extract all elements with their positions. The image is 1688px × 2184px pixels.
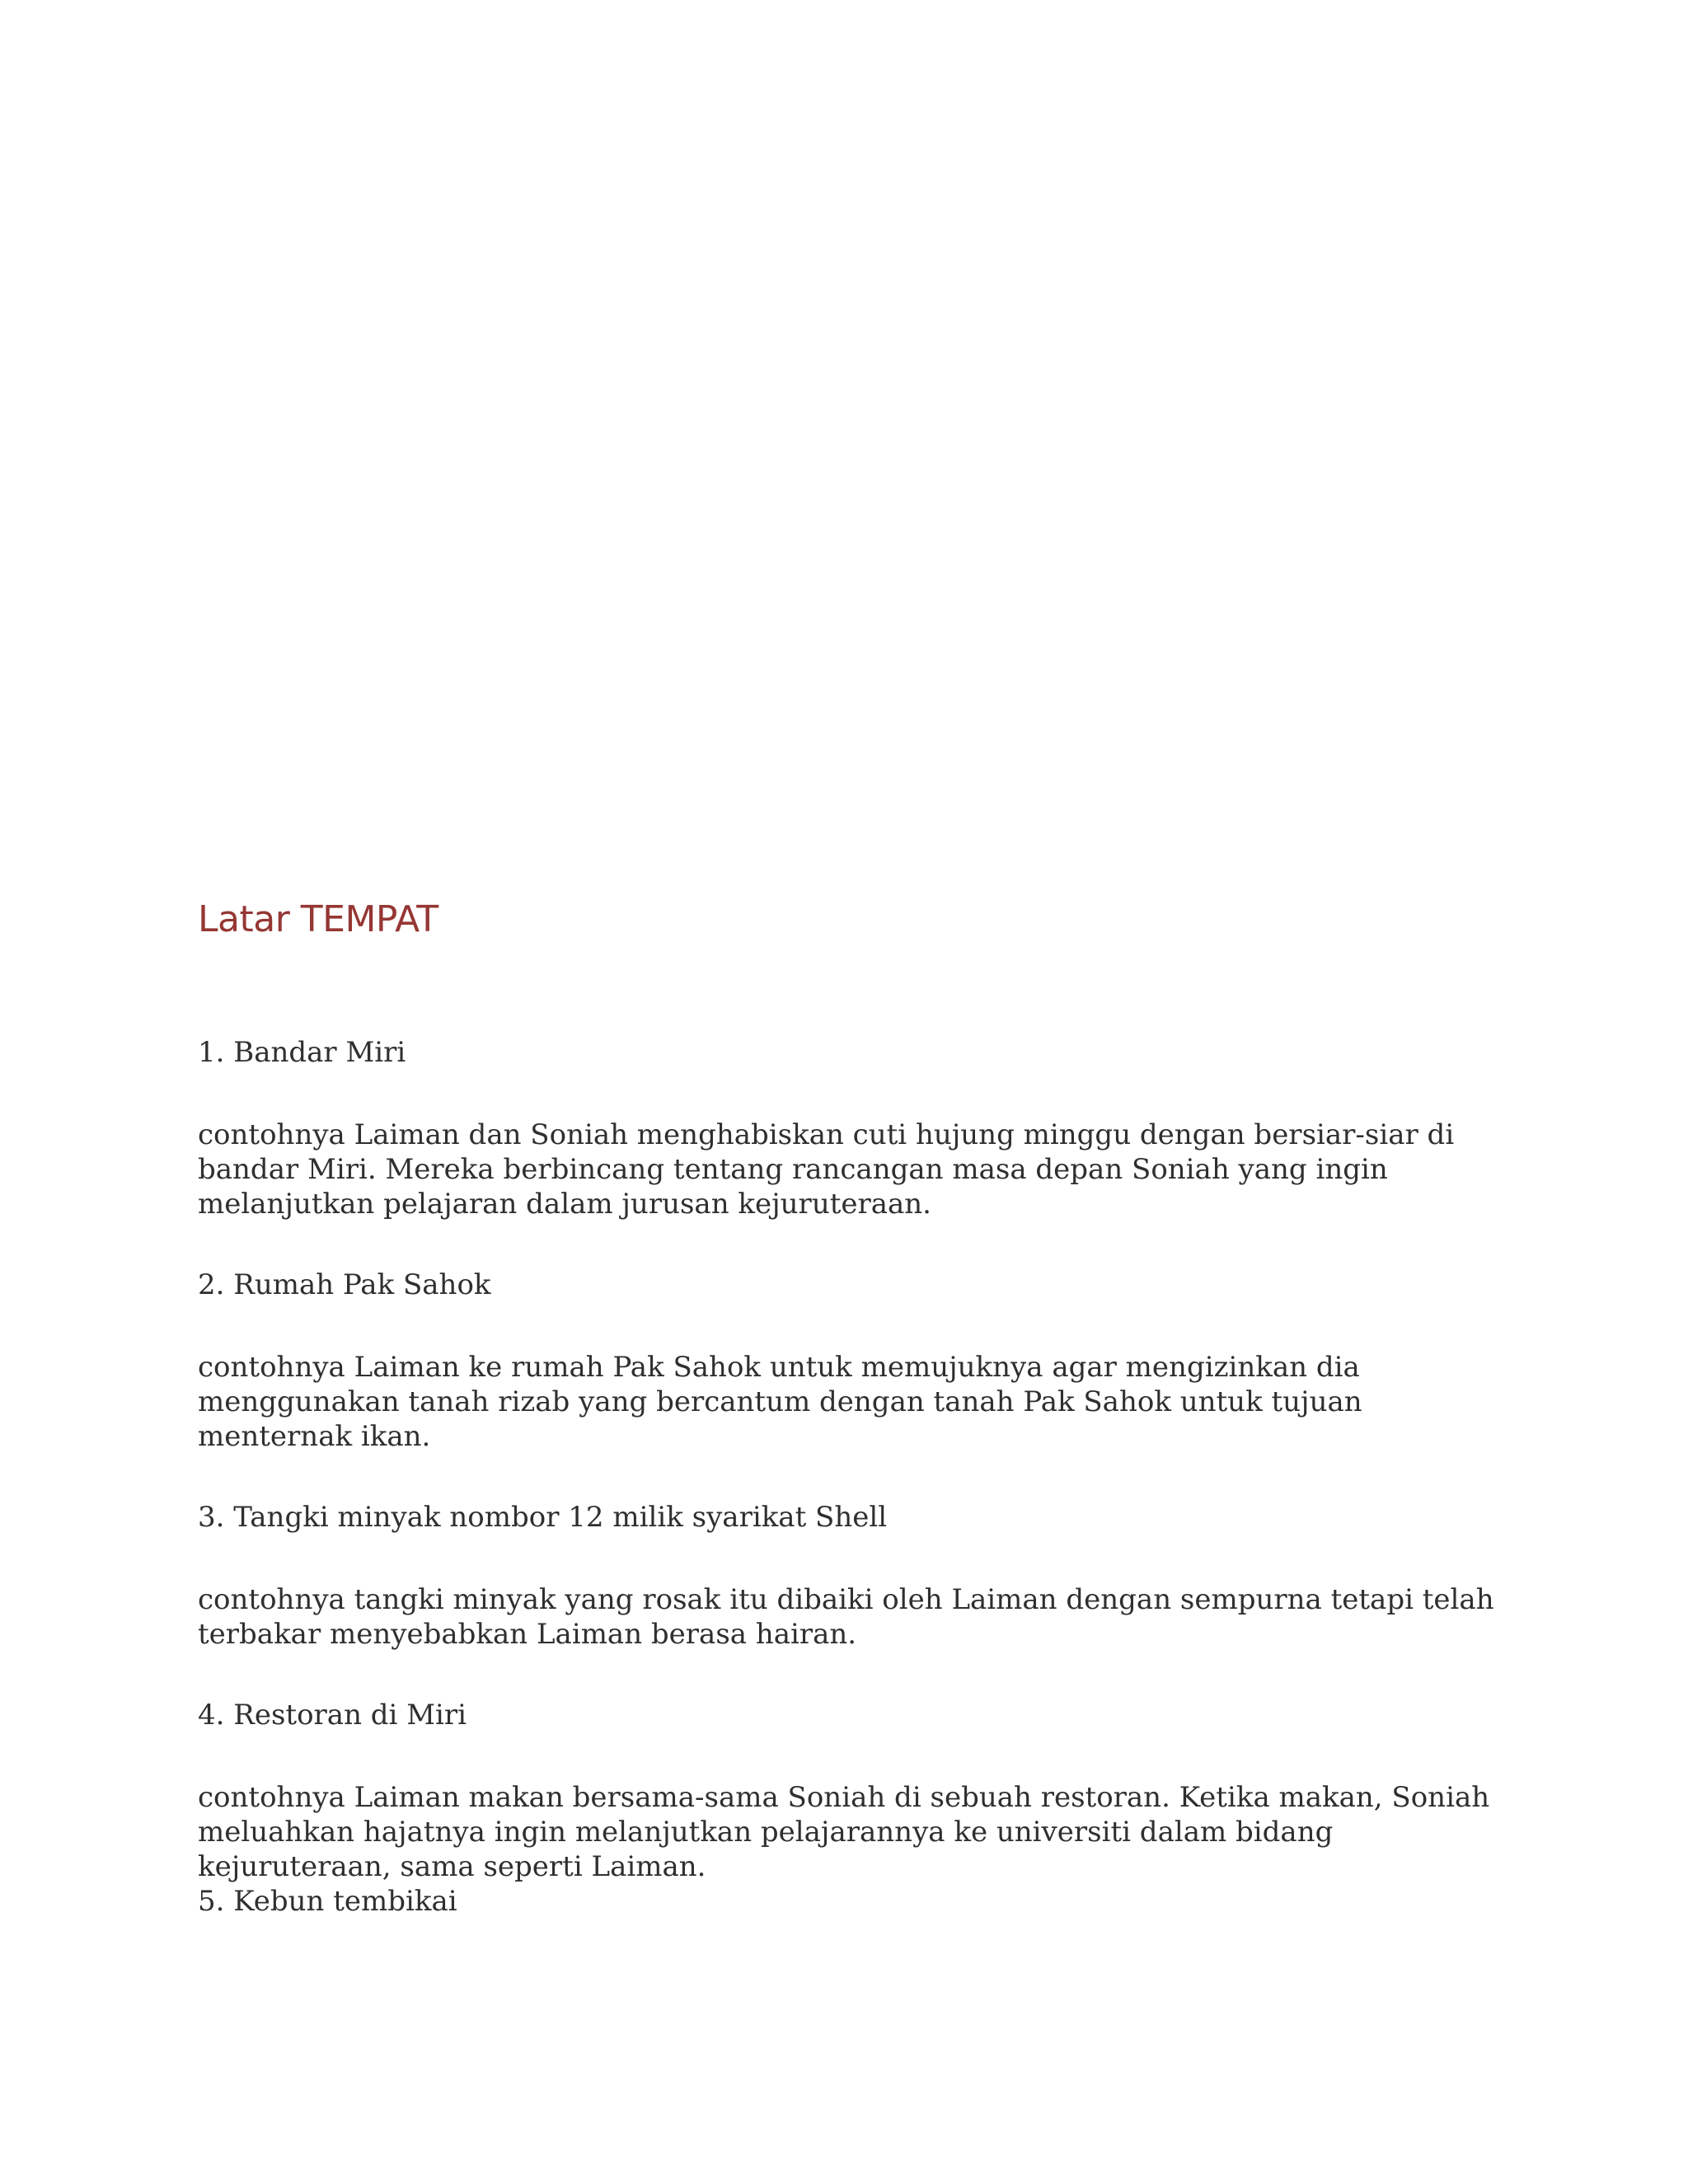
document-content: [198, 898, 1500, 1919]
item-title-2: 2. Rumah Pak Sahok: [198, 1268, 491, 1301]
item-text-4: contohnya Laiman makan bersama-sama Soniah di sebuah restoran. Ketika makan, Soniah meluahkan hajatnya ingin melanjutkan pelajarannya ke universiti dalam bidang kejuruteraan, sama seperti Laiman.: [198, 1780, 1490, 1883]
item-text-1: contohnya Laiman dan Soniah menghabiskan cuti hujung minggu dengan bersiar-siar di bandar Miri. Mereka berbincang tentang rancangan masa depan Soniah yang ingin melanjutkan pelajaran dalam jurusan kejuruteraan.: [198, 1118, 1455, 1221]
item-text-3: contohnya tangki minyak yang rosak itu dibaiki oleh Laiman dengan sempurna tetapi telah terbakar menyebabkan Laiman berasa hairan.: [198, 1582, 1494, 1651]
item-title-4: 4. Restoran di Miri: [198, 1698, 467, 1732]
item-title-3: 3. Tangki minyak nombor 12 milik syarikat Shell: [198, 1500, 888, 1534]
item-text-2: contohnya Laiman ke rumah Pak Sahok untuk memujuknya agar mengizinkan dia menggunakan tanah rizab yang bercantum dengan tanah Pak Sahok untuk tujuan menternak ikan.: [198, 1350, 1362, 1453]
section-heading: Latar TEMPAT: [198, 898, 438, 940]
item-title-5: 5. Kebun tembikai: [198, 1884, 457, 1918]
item-title-1: 1. Bandar Miri: [198, 1035, 406, 1069]
